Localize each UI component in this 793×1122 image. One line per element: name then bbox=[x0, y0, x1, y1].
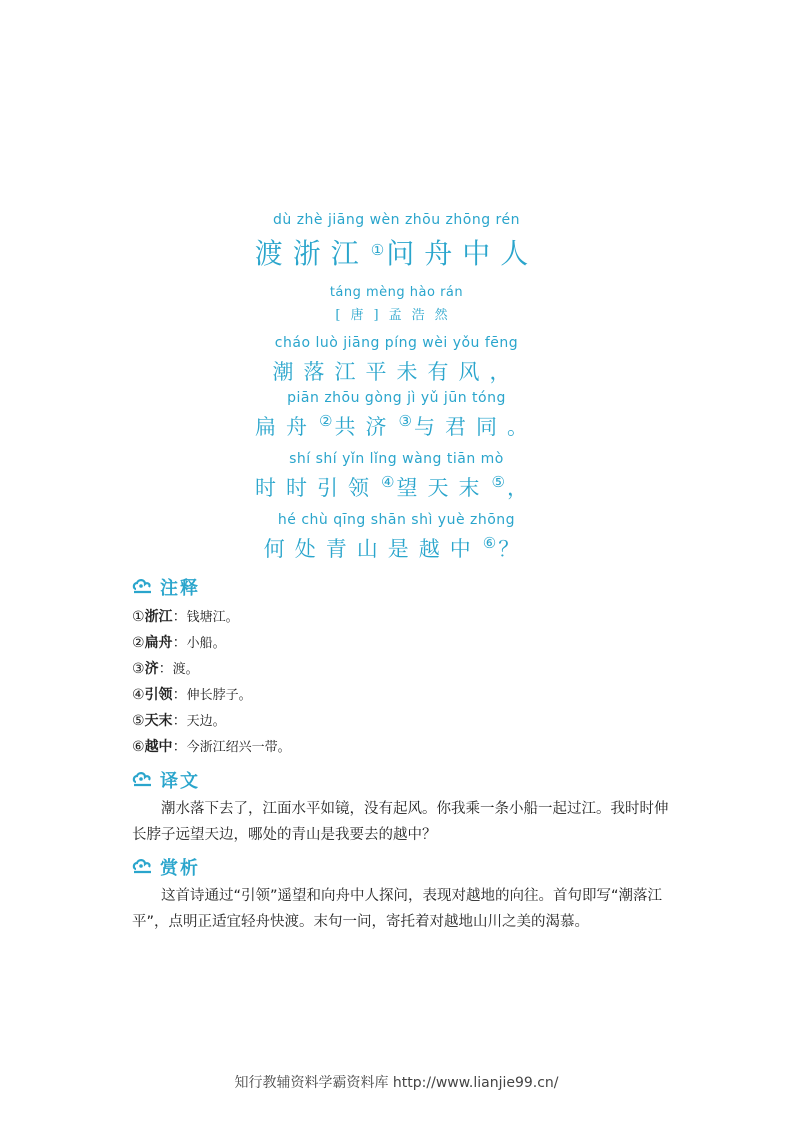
note-marker-1: ① bbox=[370, 241, 385, 259]
note-marker-5: ⑤ bbox=[491, 473, 505, 491]
translation-header bbox=[132, 768, 200, 792]
analysis-header bbox=[132, 855, 200, 879]
note-item-4: ④引领：伸长脖子。 bbox=[132, 687, 252, 703]
line-3-text-c: ， bbox=[506, 476, 538, 500]
translation-text: 潮水落下去了，江面水平如镜，没有起风。你我乘一条小船一起过江。我时时伸长脖子远望天边，哪处的青山是我要去的越中？ bbox=[132, 801, 669, 843]
note-marker-2: ② bbox=[319, 412, 333, 430]
poem-line-1 bbox=[0, 356, 793, 386]
notes-header bbox=[132, 575, 200, 599]
notes-title: 注释 bbox=[160, 578, 200, 599]
footer-watermark: 知行教辅资料学霸资料库 http://www.lianjie99.cn/ bbox=[234, 1075, 559, 1091]
poem-title bbox=[0, 232, 793, 272]
note-marker-3: ③ bbox=[398, 412, 412, 430]
line-1-pinyin: cháo luò jiāng píng wèi yǒu fēng bbox=[274, 335, 519, 351]
poem-title-part-a: 渡浙江 bbox=[254, 237, 369, 270]
note-item-5: ⑤天末：天边。 bbox=[132, 713, 226, 729]
line-2-text-b: 共济 bbox=[334, 415, 397, 439]
cloud-swirl-icon bbox=[132, 578, 154, 596]
analysis-title: 赏析 bbox=[160, 858, 200, 879]
author: [唐]孟浩然 bbox=[335, 308, 458, 323]
line-3-text-a: 时时引领 bbox=[255, 476, 380, 500]
analysis-text: 这首诗通过“引领”遥望和向舟中人探问，表现对越地的向往。首句即写“潮落江平”，点明正适宜轻舟快渡。末句一问，寄托着对越地山川之美的渴慕。 bbox=[132, 888, 663, 930]
line-2-pinyin: piān zhōu gòng jì yǔ jūn tóng bbox=[287, 390, 506, 406]
poem-line-2 bbox=[0, 411, 793, 441]
poem-line-4 bbox=[0, 533, 793, 563]
note-item-1: ①浙江：钱塘江。 bbox=[132, 609, 239, 625]
line-2-text-a: 扁舟 bbox=[255, 415, 318, 439]
line-3-pinyin: shí shí yǐn lǐng wàng tiān mò bbox=[289, 451, 504, 467]
note-item-3: ③济：渡。 bbox=[132, 661, 199, 677]
note-marker-6: ⑥ bbox=[482, 534, 497, 552]
translation-title: 译文 bbox=[160, 771, 200, 792]
line-4-text-b: ？ bbox=[498, 537, 530, 561]
line-4-pinyin: hé chù qīng shān shì yuè zhōng bbox=[277, 512, 516, 528]
note-marker-4: ④ bbox=[381, 473, 395, 491]
line-2-text-c: 与君同。 bbox=[413, 415, 538, 439]
note-item-2: ②扁舟：小船。 bbox=[132, 635, 226, 651]
author-pinyin: táng mèng hào rán bbox=[329, 285, 464, 300]
poem-line-3 bbox=[0, 472, 793, 502]
cloud-swirl-icon bbox=[132, 771, 154, 789]
title-pinyin: dù zhè jiāng wèn zhōu zhōng rén bbox=[273, 212, 520, 228]
cloud-swirl-icon bbox=[132, 858, 154, 876]
note-item-6: ⑥越中：今浙江绍兴一带。 bbox=[132, 739, 291, 755]
line-1-text: 潮落江平未有风， bbox=[272, 360, 521, 384]
line-4-text-a: 何处青山是越中 bbox=[263, 537, 481, 561]
poem-title-part-b: 问舟中人 bbox=[386, 237, 539, 270]
line-3-text-b: 望天末 bbox=[396, 476, 490, 500]
